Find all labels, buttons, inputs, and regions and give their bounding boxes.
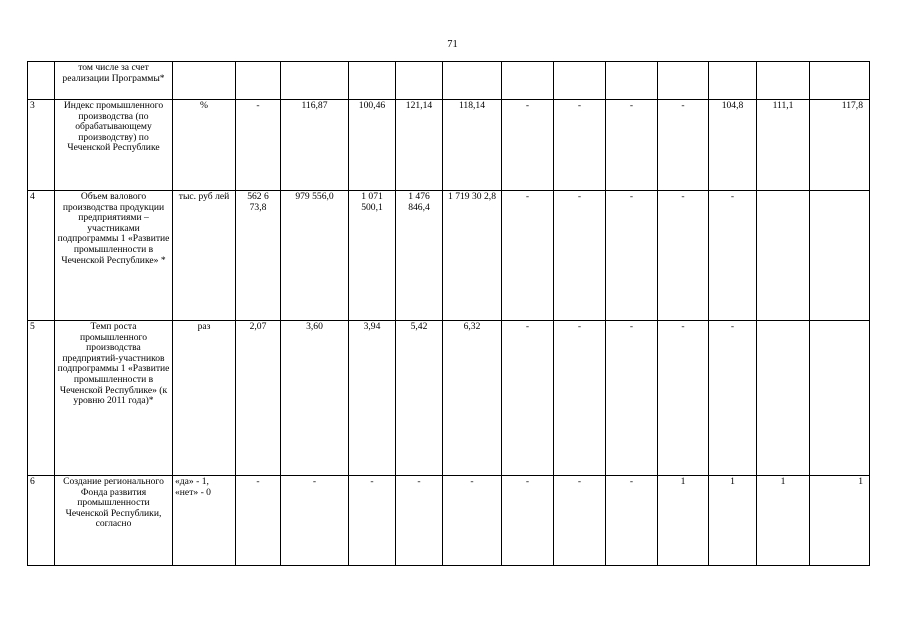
value-cell [606, 62, 658, 100]
value-cell: 116,87 [281, 100, 349, 191]
unit-cell: раз [173, 321, 236, 476]
row-number: 4 [28, 191, 55, 321]
value-cell: 5,42 [396, 321, 443, 476]
value-cell: 117,8 [810, 100, 870, 191]
page-number: 71 [447, 39, 458, 50]
value-cell [757, 191, 810, 321]
unit-cell: % [173, 100, 236, 191]
value-cell: 104,8 [709, 100, 757, 191]
value-cell: 1 [810, 476, 870, 566]
value-cell: - [658, 191, 709, 321]
value-cell [396, 62, 443, 100]
indicator-name: том числе за счет реализации Программы* [55, 62, 173, 100]
value-cell: 111,1 [757, 100, 810, 191]
value-cell: 1 071 500,1 [349, 191, 396, 321]
value-cell: - [349, 476, 396, 566]
value-cell: - [554, 100, 606, 191]
value-cell: 1 [709, 476, 757, 566]
value-cell: - [658, 321, 709, 476]
value-cell: - [502, 100, 554, 191]
table-row [28, 321, 870, 476]
value-cell: 121,14 [396, 100, 443, 191]
value-cell: 1 [757, 476, 810, 566]
value-cell [810, 62, 870, 100]
value-cell: - [554, 321, 606, 476]
value-cell: - [554, 191, 606, 321]
value-cell [757, 62, 810, 100]
table-row [28, 476, 870, 566]
indicator-name: Создание регионального Фонда развития промышленности Чеченской Республики, согласно [55, 476, 173, 566]
indicator-name: Темп роста промышленного производства предприятий-участников подпрограммы 1 «Развитие промышленности в Чеченской Республике» (к уровню 2011 года)* [55, 321, 173, 476]
value-cell: - [502, 191, 554, 321]
value-cell: - [236, 100, 281, 191]
value-cell: 979 556,0 [281, 191, 349, 321]
value-cell [658, 62, 709, 100]
value-cell [502, 62, 554, 100]
row-number [28, 62, 55, 100]
value-cell: - [709, 191, 757, 321]
value-cell [709, 62, 757, 100]
value-cell: - [443, 476, 502, 566]
row-number: 5 [28, 321, 55, 476]
row-number: 6 [28, 476, 55, 566]
value-cell: 1 476 846,4 [396, 191, 443, 321]
table-row [28, 100, 870, 191]
value-cell: - [606, 476, 658, 566]
value-cell: 1 [658, 476, 709, 566]
value-cell: - [236, 476, 281, 566]
value-cell: - [502, 321, 554, 476]
value-cell: - [502, 476, 554, 566]
value-cell: - [396, 476, 443, 566]
unit-cell: тыс. руб лей [173, 191, 236, 321]
value-cell [281, 62, 349, 100]
value-cell: 118,14 [443, 100, 502, 191]
value-cell: - [606, 191, 658, 321]
value-cell: - [606, 100, 658, 191]
indicator-name: Объем валового производства продукции предприятиями – участниками подпрограммы 1 «Развитие промышленности в Чеченской Республике» * [55, 191, 173, 321]
value-cell: - [709, 321, 757, 476]
value-cell: - [554, 476, 606, 566]
value-cell: - [606, 321, 658, 476]
value-cell [810, 191, 870, 321]
value-cell [443, 62, 502, 100]
value-cell: - [281, 476, 349, 566]
value-cell [554, 62, 606, 100]
row-number: 3 [28, 100, 55, 191]
indicators-table [27, 61, 870, 566]
value-cell [810, 321, 870, 476]
table-row [28, 191, 870, 321]
value-cell: 100,46 [349, 100, 396, 191]
value-cell [236, 62, 281, 100]
indicator-name: Индекс промышленного производства (по обрабатывающему производству) по Чеченской Республике [55, 100, 173, 191]
value-cell: 2,07 [236, 321, 281, 476]
value-cell: - [658, 100, 709, 191]
value-cell: 3,94 [349, 321, 396, 476]
value-cell [757, 321, 810, 476]
table-row [28, 62, 870, 100]
value-cell: 3,60 [281, 321, 349, 476]
value-cell: 6,32 [443, 321, 502, 476]
value-cell: 1 719 30 2,8 [443, 191, 502, 321]
unit-cell [173, 62, 236, 100]
unit-cell: «да» - 1, «нет» - 0 [173, 476, 236, 566]
value-cell [349, 62, 396, 100]
value-cell: 562 6 73,8 [236, 191, 281, 321]
